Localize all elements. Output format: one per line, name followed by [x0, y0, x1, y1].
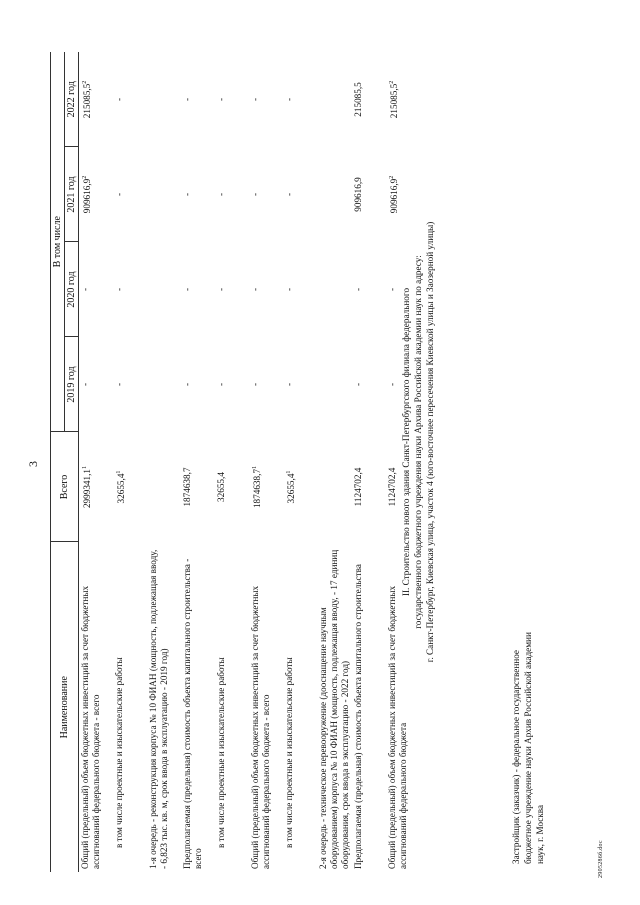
row-2020-value: -: [113, 287, 124, 292]
row-2021: [249, 147, 283, 242]
investment-table: [50, 52, 420, 872]
rotated-content: [20, 22, 620, 882]
row-2022: [283, 52, 317, 147]
row-2020: [352, 242, 386, 337]
row-2022: [113, 52, 147, 147]
row-2019: [181, 337, 215, 432]
row-name: 1-я очередь - реконструкция корпуса № 10 ФИАН (мощность, подлежащая вводу, - 6,823 тыс. кв. м, срок ввода в эксплуатацию - 2019 год): [147, 549, 169, 869]
section-2-heading: [400, 62, 436, 822]
row-total-value: 1124702,4: [352, 467, 363, 507]
row-total-footnote: 1: [285, 470, 292, 474]
row-2020-value: -: [215, 287, 226, 292]
developer-line-1: Застройщик (заказчик) - федеральное государственное: [511, 649, 521, 864]
row-2022: [181, 52, 215, 147]
header-year-2019: 2019 год: [65, 337, 79, 432]
row-name: Предполагаемая (предельная) стоимость объекта капитального строительства - всего: [181, 558, 203, 869]
row-2019: [317, 337, 352, 432]
row-total: [249, 432, 283, 542]
developer-line-3: наук, г. Москва: [535, 804, 545, 864]
table-row: [79, 52, 113, 872]
row-2020: [181, 242, 215, 337]
row-2019-value: -: [181, 382, 192, 387]
section-2-line-2: государственного бюджетного учреждения науки Архива Российской академии наук по адресу:: [413, 255, 423, 629]
row-2021: [317, 147, 352, 242]
row-2019-value: -: [352, 382, 363, 387]
row-2021-value: 909616,9: [388, 178, 399, 214]
row-2020: [147, 242, 181, 337]
row-2021-footnote: 2: [388, 175, 395, 179]
row-2020-value: -: [352, 287, 363, 292]
row-2020-value: -: [80, 287, 90, 292]
row-2019-value: -: [283, 382, 294, 387]
header-total: Всего: [51, 432, 79, 542]
row-total-value: 1874638,7: [181, 467, 192, 507]
row-2022: [147, 52, 181, 147]
row-2020: [249, 242, 283, 337]
row-2019: [79, 337, 113, 432]
row-2019: [147, 337, 181, 432]
row-total-value: 32655,4: [285, 473, 296, 504]
row-2022-footnote: 2: [82, 80, 88, 84]
row-2020-value: -: [386, 287, 397, 292]
row-2022: [79, 52, 113, 147]
row-name: в том числе проектные и изыскательские работы: [215, 657, 226, 848]
header-year-2021: 2021 год: [65, 147, 79, 242]
row-2019: [215, 337, 249, 432]
row-2021: [352, 147, 386, 242]
header-year-2020: 2020 год: [65, 242, 79, 337]
row-2021-value: -: [215, 192, 226, 197]
row-2019-value: -: [249, 382, 260, 387]
row-2020-value: -: [249, 287, 260, 292]
row-2021-value: -: [283, 192, 294, 197]
row-2019: [283, 337, 317, 432]
row-2020: [317, 242, 352, 337]
row-2021: [79, 147, 113, 242]
row-2019-value: -: [386, 382, 397, 387]
row-2022-value: 215085,5: [388, 83, 399, 119]
table-row: [181, 52, 215, 872]
row-2021: [215, 147, 249, 242]
row-2022-value: 215085,5: [352, 82, 363, 117]
row-2020: [215, 242, 249, 337]
row-total-footnote: 1: [251, 465, 258, 469]
row-total-footnote: 1: [115, 470, 122, 474]
section-2-line-3: г. Санкт-Петербург, Киевская улица, участок 4 (юго-восточнее пересечения Киевской улицы и Заозерной улицы): [425, 221, 435, 663]
row-2022-value: -: [113, 97, 124, 102]
document-code: 2905286б.doc: [598, 840, 604, 878]
developer-line-2: бюджетное учреждение науки Архив Российской академии: [523, 632, 533, 864]
row-total-value: 1874638,7: [251, 468, 262, 509]
row-2020: [79, 242, 113, 337]
table-row: [249, 52, 283, 872]
row-total: [352, 432, 386, 542]
row-2022: [215, 52, 249, 147]
row-2020-value: -: [181, 287, 192, 292]
row-name: в том числе проектные и изыскательские работы: [113, 657, 124, 848]
row-2021-value: 909616,9: [82, 178, 93, 214]
row-2020-value: -: [283, 287, 294, 292]
row-2022-footnote: 2: [388, 80, 395, 84]
table-row: [147, 52, 181, 872]
row-2021: [283, 147, 317, 242]
row-2022-value: -: [283, 97, 294, 102]
row-2019: [249, 337, 283, 432]
row-2021-value: -: [249, 192, 260, 197]
row-2022: [317, 52, 352, 147]
row-total: [147, 432, 181, 542]
row-total: [113, 432, 147, 542]
row-name: в том числе проектные и изыскательские работы: [283, 657, 294, 848]
row-name: Предполагаемая (предельная) стоимость объекта капитального строительства: [352, 564, 363, 869]
row-name: Общий (предельный) объем бюджетных инвестиций за счет бюджетных ассигнований федерального бюджета - всего: [80, 585, 101, 869]
table-body: [79, 52, 420, 872]
row-total-value: 1124702,4: [386, 467, 397, 507]
row-2019-value: -: [80, 382, 90, 387]
table-row: [215, 52, 249, 872]
row-total-value: 32655,4: [215, 472, 226, 502]
row-2021-value: -: [113, 192, 124, 197]
row-total-value: 32655,4: [115, 473, 126, 504]
row-name: 2-я очередь - техническое перевооружение (дооснащение научным оборудованием) корпуса № 10 ФИАН (мощность, подлежащая вводу, - 17 единиц оборудования, срок ввода в эксплуатацию - 2022 год): [317, 549, 350, 869]
section-2-line-1: II. Строительство нового здания Санкт-Петербургского филиала федерального: [401, 287, 411, 597]
row-2022-value: -: [181, 97, 192, 102]
row-2022-value: 215085,5: [82, 83, 93, 119]
row-2022-value: -: [215, 97, 226, 102]
row-total-footnote: 1: [82, 465, 88, 469]
row-2019-value: -: [113, 382, 124, 387]
row-2019: [113, 337, 147, 432]
row-total: [317, 432, 352, 542]
row-name: Общий (предельный) объем бюджетных инвестиций за счет бюджетных ассигнований федерального бюджета: [386, 585, 408, 869]
table-row: [283, 52, 317, 872]
row-total: [283, 432, 317, 542]
row-2020: [283, 242, 317, 337]
row-2021: [147, 147, 181, 242]
table-row: [317, 52, 352, 872]
header-name: Наименование: [51, 542, 79, 872]
row-total-value: 2999341,1: [82, 468, 93, 509]
row-name: Общий (предельный) объем бюджетных инвестиций за счет бюджетных ассигнований федерального бюджета - всего: [249, 585, 271, 869]
row-2022-value: -: [249, 97, 260, 102]
row-2021-value: 909616,9: [352, 177, 363, 212]
row-2021: [181, 147, 215, 242]
page-number: 3: [26, 461, 40, 467]
row-2022: [249, 52, 283, 147]
row-2021: [113, 147, 147, 242]
developer-block: [510, 444, 546, 864]
row-2021-value: -: [181, 192, 192, 197]
row-2022: [352, 52, 386, 147]
row-total: [79, 432, 113, 542]
header-year-2022: 2022 год: [65, 52, 79, 147]
row-2019: [352, 337, 386, 432]
table-row: [113, 52, 147, 872]
row-2020: [113, 242, 147, 337]
row-2021-footnote: 2: [82, 175, 88, 179]
row-total: [181, 432, 215, 542]
table-row: [352, 52, 386, 872]
row-2019-value: -: [215, 382, 226, 387]
row-total: [215, 432, 249, 542]
header-including: В том числе: [51, 52, 65, 432]
